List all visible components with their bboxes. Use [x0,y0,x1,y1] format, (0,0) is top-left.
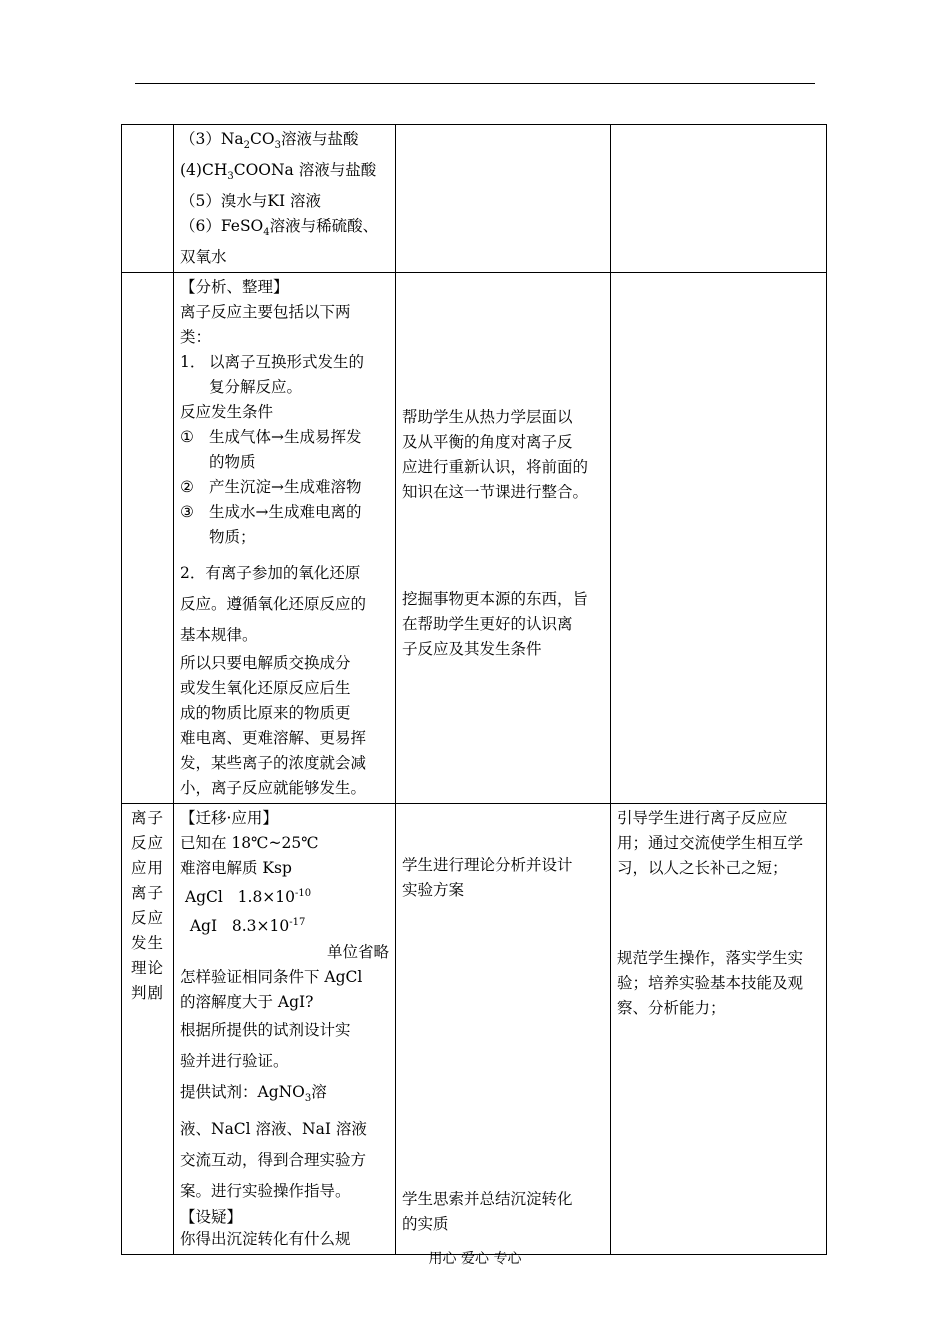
intent-a-line: 帮助学生从热力学层面以 [402,408,573,427]
doubt-heading: 【设疑】 [180,1207,243,1226]
condition-title: 反应发生条件 [180,403,274,422]
ksp-agcl: AgCl $1.8\times 10^{-10}$ [184,888,312,907]
summary-line: 所以只要电解质交换成分 [180,654,351,673]
notes-a-line: 习，以人之长补己之短； [617,859,788,878]
intent-a-line: 知识在这一节课进行整合。 [402,483,589,502]
lesson-plan-table [121,124,827,1255]
table-row [122,804,827,1254]
intent-summary-line: 的实质 [402,1215,449,1234]
analysis-intro-line: 类： [180,328,212,347]
design-line: 验并进行验证。 [180,1051,289,1070]
condition-1: ① 生成气体→生成易挥发 [180,428,362,447]
row3-content-cell [174,804,396,1254]
notes-b-line: 规范学生操作，落实学生实 [617,949,804,968]
intent-summary-line: 学生思索并总结沉淀转化 [402,1190,573,1209]
side-label: 离子 [130,884,164,903]
reaction-5: （5）溴水与KI 溶液 [180,192,321,211]
side-label: 应用 [130,859,164,878]
analysis-intro-line: 离子反应主要包括以下两 [180,303,351,322]
ksp-title: 难溶电解质 Ksp [180,859,292,878]
condition-3: ③ 生成水→生成难电离的 [180,503,362,522]
notes-b-line: 验；培养实验基本技能及观 [617,974,804,993]
condition-3-cont: 物质； [209,528,256,547]
side-label: 离子 [130,809,164,828]
known-condition: 已知在 18℃~25℃ [180,834,319,853]
table-row [122,273,827,804]
header-rule [135,83,815,84]
item1: 1． 以离子互换形式发生的 [180,353,365,372]
table-row [122,125,827,273]
reaction-4: $(4)CH_3COONa$ 溶液与盐酸 [180,161,377,183]
row3-notes-cell [611,804,827,1254]
intent-b-line: 挖掘事物更本源的东西，旨 [402,590,589,609]
intent-b-line: 子反应及其发生条件 [402,640,542,659]
intent-b-line: 在帮助学生更好的认识离 [402,615,573,634]
notes-a-line: 引导学生进行离子反应应 [617,809,788,828]
exchange-line: 案。进行实验操作指导。 [180,1181,351,1200]
intent-a-line: 及从平衡的角度对离子反 [402,433,573,452]
exchange-line: 交流互动，得到合理实验方 [180,1150,367,1169]
ksp-agi: AgI $8.3\times 10^{-17}$ [189,917,306,936]
row2-notes-cell [611,273,827,804]
analysis-heading: 【分析、整理】 [180,278,289,297]
reaction-6-cont: 双氧水 [180,248,227,267]
summary-line: 成的物质比原来的物质更 [180,704,351,723]
summary-line: 难电离、更难溶解、更易挥 [180,729,367,748]
side-label: 反应 [130,909,164,928]
intent-a-line: 应进行重新认识，将前面的 [402,458,589,477]
row3-intent-cell [396,804,611,1254]
intent-design-line: 学生进行理论分析并设计 [402,856,573,875]
row1-intent-cell [396,125,611,273]
item2-line: 基本规律。 [180,626,258,645]
row3-side-cell [122,804,174,1254]
transfer-heading: 【迁移·应用】 [180,809,278,828]
side-label: 理论 [130,959,164,978]
unit-note: 单位省略 [326,942,389,961]
design-line: 根据所提供的试剂设计实 [180,1020,351,1039]
side-label: 发生 [130,934,164,953]
item2-line: 反应。遵循氧化还原反应的 [180,595,367,614]
item1-cont: 复分解反应。 [209,378,303,397]
side-label: 判剧 [130,984,164,1003]
row2-content-cell [174,273,396,804]
doubt-line: 你得出沉淀转化有什么规 [180,1229,351,1248]
condition-2: ② 产生沉淀→生成难溶物 [180,478,362,497]
condition-1-cont: 的物质 [209,453,256,472]
question-line: 的溶解度大于 AgI? [180,992,314,1011]
notes-b-line: 察、分析能力； [617,999,726,1018]
reagent-line: 液、NaCl 溶液、NaI 溶液 [180,1119,367,1138]
page-footer: 用心 爱心 专心 [428,1251,522,1267]
summary-line: 发，某些离子的浓度就会减 [180,754,367,773]
summary-line: 小，离子反应就能够发生。 [180,779,367,798]
side-label: 反应 [130,834,164,853]
row2-intent-cell [396,273,611,804]
row2-side-cell [122,273,174,804]
intent-design-line: 实验方案 [402,881,465,900]
row1-notes-cell [611,125,827,273]
row1-side-cell [122,125,174,273]
reaction-3: $(3)Na_2CO_3$溶液与盐酸 [180,130,359,152]
item2-line: 2．有离子参加的氧化还原 [180,564,361,583]
row1-content-cell [174,125,396,273]
reagent-line: 提供试剂：AgNO$_3$溶 [180,1082,327,1104]
notes-a-line: 用；通过交流使学生相互学 [617,834,804,853]
question-line: 怎样验证相同条件下 AgCl [180,967,363,986]
reaction-6: （6）FeSO$_4$溶液与稀硫酸、 [180,217,379,239]
summary-line: 或发生氧化还原反应后生 [180,679,351,698]
